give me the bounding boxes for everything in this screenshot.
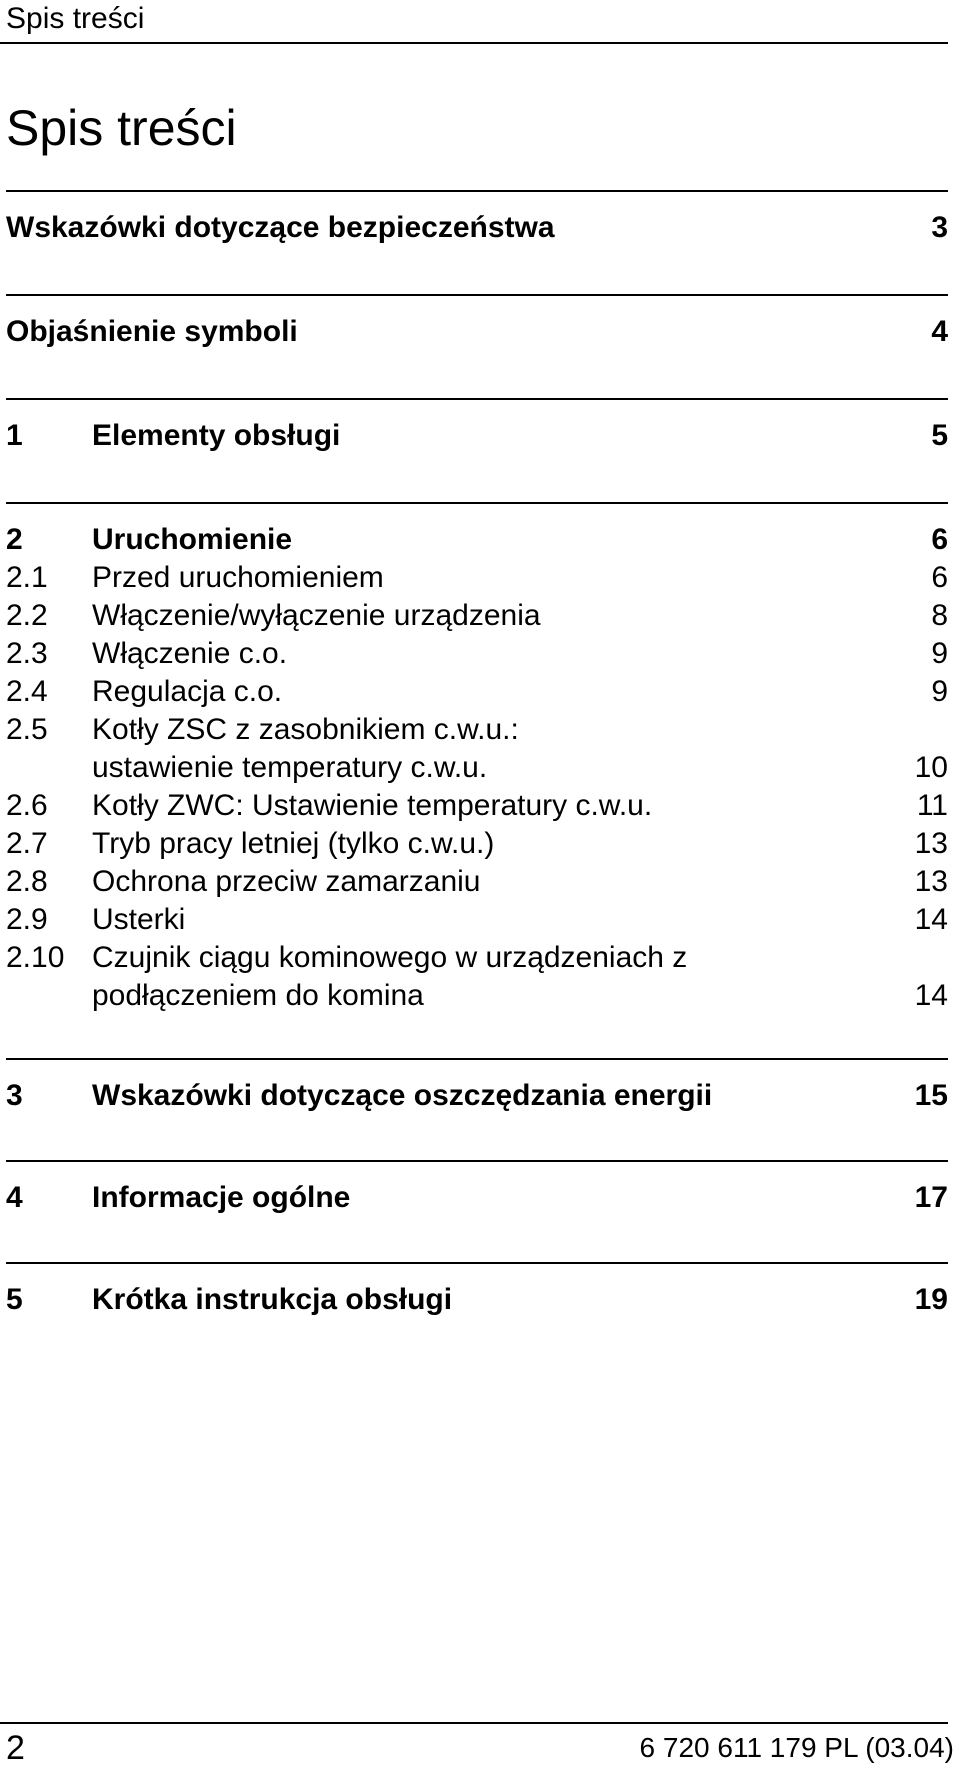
entry-title: Objaśnienie symboli [6, 315, 298, 348]
entry-title: Wskazówki dotyczące bezpieczeństwa [6, 211, 555, 244]
toc-entry-3[interactable] [6, 1074, 948, 1118]
entry-page: 4 [931, 315, 948, 348]
toc-entry-5[interactable] [6, 1278, 948, 1322]
entry-page: 13 [914, 827, 948, 860]
entry-title: Czujnik ciągu kominowego w urządzeniach z [92, 941, 688, 974]
entry-page: 6 [931, 561, 948, 594]
entry-number: 3 [6, 1079, 23, 1112]
entry-title: podłączeniem do komina [92, 979, 424, 1012]
divider [6, 1058, 948, 1060]
entry-page: 6 [931, 523, 948, 556]
divider [6, 294, 948, 296]
entry-page: 17 [914, 1181, 948, 1214]
entry-page: 13 [914, 865, 948, 898]
entry-title: Krótka instrukcja obsługi [92, 1283, 453, 1316]
entry-page: 11 [916, 789, 948, 822]
header-rule [0, 42, 948, 44]
entry-number: 2.3 [6, 637, 48, 670]
divider [6, 1160, 948, 1162]
entry-title: Włączenie/wyłączenie urządzenia [92, 599, 541, 632]
toc-entry-4[interactable] [6, 1176, 948, 1220]
entry-number: 2.6 [6, 789, 48, 822]
entry-title: Tryb pracy letniej (tylko c.w.u.) [92, 827, 495, 860]
entry-title: Włączenie c.o. [92, 637, 288, 670]
divider [6, 502, 948, 504]
entry-title: Kotły ZSC z zasobnikiem c.w.u.: [92, 713, 519, 746]
toc-entry-safety[interactable] [6, 206, 948, 250]
entry-number: 4 [6, 1181, 23, 1214]
entry-page: 9 [931, 675, 948, 708]
divider [6, 1262, 948, 1264]
page-title: Spis treści [6, 100, 237, 156]
entry-page: 8 [931, 599, 948, 632]
toc-entry-1[interactable] [6, 414, 948, 458]
footer-rule [0, 1722, 948, 1724]
entry-title: Ochrona przeciw zamarzaniu [92, 865, 481, 898]
entry-number: 1 [6, 419, 23, 452]
divider [6, 190, 948, 192]
entry-page: 14 [914, 979, 948, 1012]
entry-number: 2.9 [6, 903, 48, 936]
entry-number: 2 [6, 523, 23, 556]
running-header: Spis treści [6, 2, 145, 35]
entry-title: Przed uruchomieniem [92, 561, 384, 594]
entry-page: 14 [914, 903, 948, 936]
entry-title: Elementy obsługi [92, 419, 341, 452]
footer-document-code: 6 720 611 179 PL (03.04) [639, 1732, 954, 1763]
divider [6, 398, 948, 400]
entry-page: 5 [931, 419, 948, 452]
entry-number: 2.8 [6, 865, 48, 898]
entry-title: Wskazówki dotyczące oszczędzania energii [92, 1079, 713, 1112]
entry-number: 2.5 [6, 713, 48, 746]
toc-entry-symbols[interactable] [6, 310, 948, 354]
footer-page-number: 2 [6, 1729, 25, 1767]
toc-entry-2-10-cont[interactable] [6, 974, 948, 1018]
entry-page: 9 [931, 637, 948, 670]
entry-number: 2.10 [6, 941, 65, 974]
entry-number: 2.1 [6, 561, 48, 594]
entry-title: ustawienie temperatury c.w.u. [92, 751, 488, 784]
entry-title: Usterki [92, 903, 186, 936]
entry-title: Kotły ZWC: Ustawienie temperatury c.w.u. [92, 789, 653, 822]
entry-page: 15 [914, 1079, 948, 1112]
entry-number: 2.4 [6, 675, 48, 708]
entry-number: 2.2 [6, 599, 48, 632]
entry-page: 3 [931, 211, 948, 244]
entry-page: 19 [914, 1283, 948, 1316]
entry-title: Informacje ogólne [92, 1181, 351, 1214]
entry-title: Regulacja c.o. [92, 675, 283, 708]
entry-number: 2.7 [6, 827, 48, 860]
entry-page: 10 [914, 751, 948, 784]
entry-number: 5 [6, 1283, 23, 1316]
entry-title: Uruchomienie [92, 523, 293, 556]
